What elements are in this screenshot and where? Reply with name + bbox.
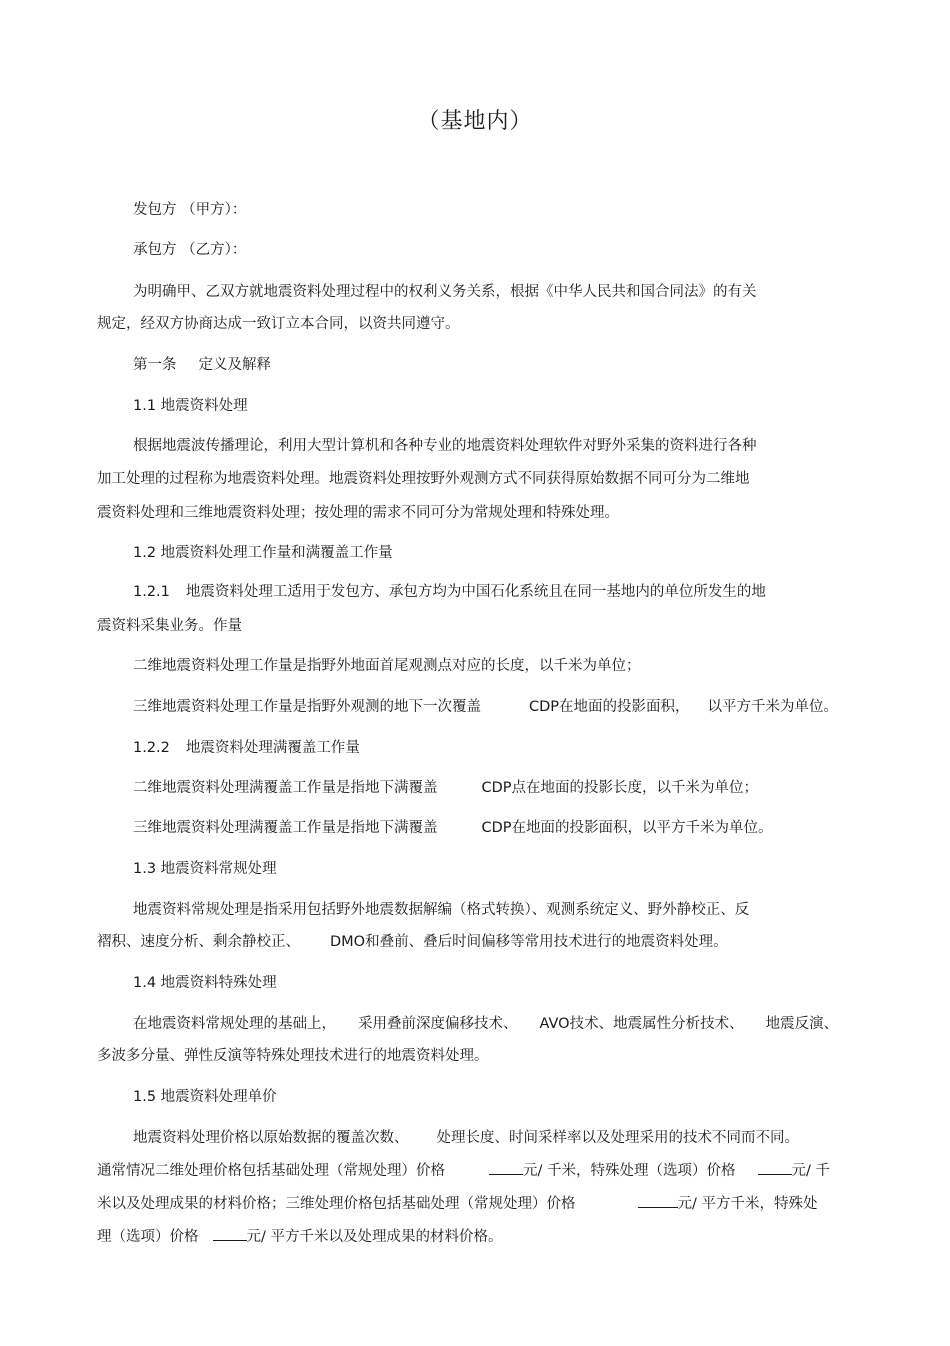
text-segment: 在地震资料常规处理的基础上， <box>133 1016 336 1032</box>
section-1-5-line-1 <box>133 1128 799 1148</box>
price-blank <box>638 1193 678 1208</box>
text-segment: 元/ 千 <box>791 1163 830 1179</box>
text-segment: 地震资料处理价格以原始数据的覆盖次数、 <box>133 1130 409 1146</box>
text-segment: DMO和叠前、叠后时间偏移等常用技术进行的地震资料处理。 <box>330 934 728 950</box>
text-segment: 三维地震资料处理满覆盖工作量是指地下满覆盖 <box>133 820 438 836</box>
text-segment: CDP点在地面的投影长度，以千米为单位； <box>481 780 759 796</box>
price-blank <box>213 1226 247 1241</box>
text-segment: 采用叠前深度偏移技术、 <box>358 1016 518 1032</box>
section-1-5-line-4 <box>97 1226 503 1247</box>
section-1-2-1-line-1 <box>133 582 766 602</box>
article-title: 定义及解释 <box>198 357 271 373</box>
text-segment: 三维地震资料处理工作量是指野外观测的地下一次覆盖 <box>133 699 481 715</box>
section-1-3-line-2 <box>97 932 728 952</box>
section-1-3-line-1: 地震资料常规处理是指采用包括野外地震数据解编（格式转换）、观测系统定义、野外静校正、反 <box>133 902 750 918</box>
section-1-2-1-2d-line: 二维地震资料处理工作量是指野外地面首尾观测点对应的长度，以千米为单位； <box>133 658 641 674</box>
section-1-1-line-2: 加工处理的过程称为地震资料处理。地震资料处理按野外观测方式不同获得原始数据不同可分为二维地 <box>97 471 750 487</box>
section-1-5-line-3 <box>97 1193 818 1214</box>
section-1-5-line-2 <box>97 1160 830 1181</box>
text-segment: 元/ 千米，特殊处理（选项）价格 <box>523 1163 736 1179</box>
text-segment: 二维地震资料处理满覆盖工作量是指地下满覆盖 <box>133 780 438 796</box>
text-segment: 米以及处理成果的材料价格；三维处理价格包括基础处理（常规处理）价格 <box>97 1196 576 1212</box>
preamble-line-1: 为明确甲、乙双方就地震资料处理过程中的权利义务关系，根据《中华人民共和国合同法》的有关 <box>133 284 757 300</box>
section-1-3-heading: 1.3 地震资料常规处理 <box>133 861 277 877</box>
section-1-2-1-line-2: 震资料采集业务。作量 <box>97 618 242 634</box>
section-1-4-heading: 1.4 地震资料特殊处理 <box>133 975 277 991</box>
section-1-2-2-3d-line <box>133 818 773 838</box>
section-text: 地震资料处理工适用于发包方、承包方均为中国石化系统且在同一基地内的单位所发生的地 <box>185 584 766 600</box>
section-number: 1.2.1 <box>133 584 170 600</box>
text-segment: CDP在地面的投影面积，以平方千米为单位。 <box>481 820 773 836</box>
text-segment: 处理长度、时间采样率以及处理采用的技术不同而不同。 <box>436 1130 799 1146</box>
text-segment: AVO技术、地震属性分析技术、 <box>539 1016 744 1032</box>
section-number: 1.2.2 <box>133 740 170 756</box>
section-1-2-2-2d-line <box>133 778 758 798</box>
section-1-4-line-2: 多波多分量、弹性反演等特殊处理技术进行的地震资料处理。 <box>97 1048 489 1064</box>
section-1-2-1-3d-line <box>133 697 838 717</box>
text-segment: CDP在地面的投影面积， <box>529 699 690 715</box>
text-segment: 地震反演、 <box>765 1016 839 1032</box>
section-1-1-line-1: 根据地震波传播理论，利用大型计算机和各种专业的地震资料处理软件对野外采集的资料进行各种 <box>133 438 757 454</box>
text-segment: 元/ 平方千米，特殊处 <box>677 1196 818 1212</box>
text-segment: 以平方千米为单位。 <box>707 699 839 715</box>
party-a-line: 发包方 （甲方）： <box>133 202 247 218</box>
section-1-5-heading: 1.5 地震资料处理单价 <box>133 1089 277 1105</box>
page-title: （基地内） <box>417 109 533 134</box>
text-segment: 理（选项）价格 <box>97 1229 199 1245</box>
preamble-line-2: 规定，经双方协商达成一致订立本合同，以资共同遵守。 <box>97 316 460 332</box>
text-segment: 通常情况二维处理价格包括基础处理（常规处理）价格 <box>97 1163 445 1179</box>
section-1-2-2-heading <box>133 738 360 758</box>
text-segment: 褶积、速度分析、剩余静校正、 <box>97 934 300 950</box>
section-title: 地震资料处理满覆盖工作量 <box>185 740 360 756</box>
section-1-4-line-1 <box>133 1014 838 1034</box>
section-1-1-heading: 1.1 地震资料处理 <box>133 398 248 414</box>
article-1-heading <box>133 355 271 375</box>
section-1-1-line-3: 震资料处理和三维地震资料处理；按处理的需求不同可分为常规处理和特殊处理。 <box>97 505 619 521</box>
price-blank <box>758 1160 792 1175</box>
party-b-line: 承包方 （乙方）： <box>133 242 247 258</box>
text-segment: 元/ 平方千米以及处理成果的材料价格。 <box>246 1229 503 1245</box>
price-blank <box>489 1160 523 1175</box>
article-number: 第一条 <box>133 357 177 373</box>
section-1-2-heading: 1.2 地震资料处理工作量和满覆盖工作量 <box>133 545 393 561</box>
